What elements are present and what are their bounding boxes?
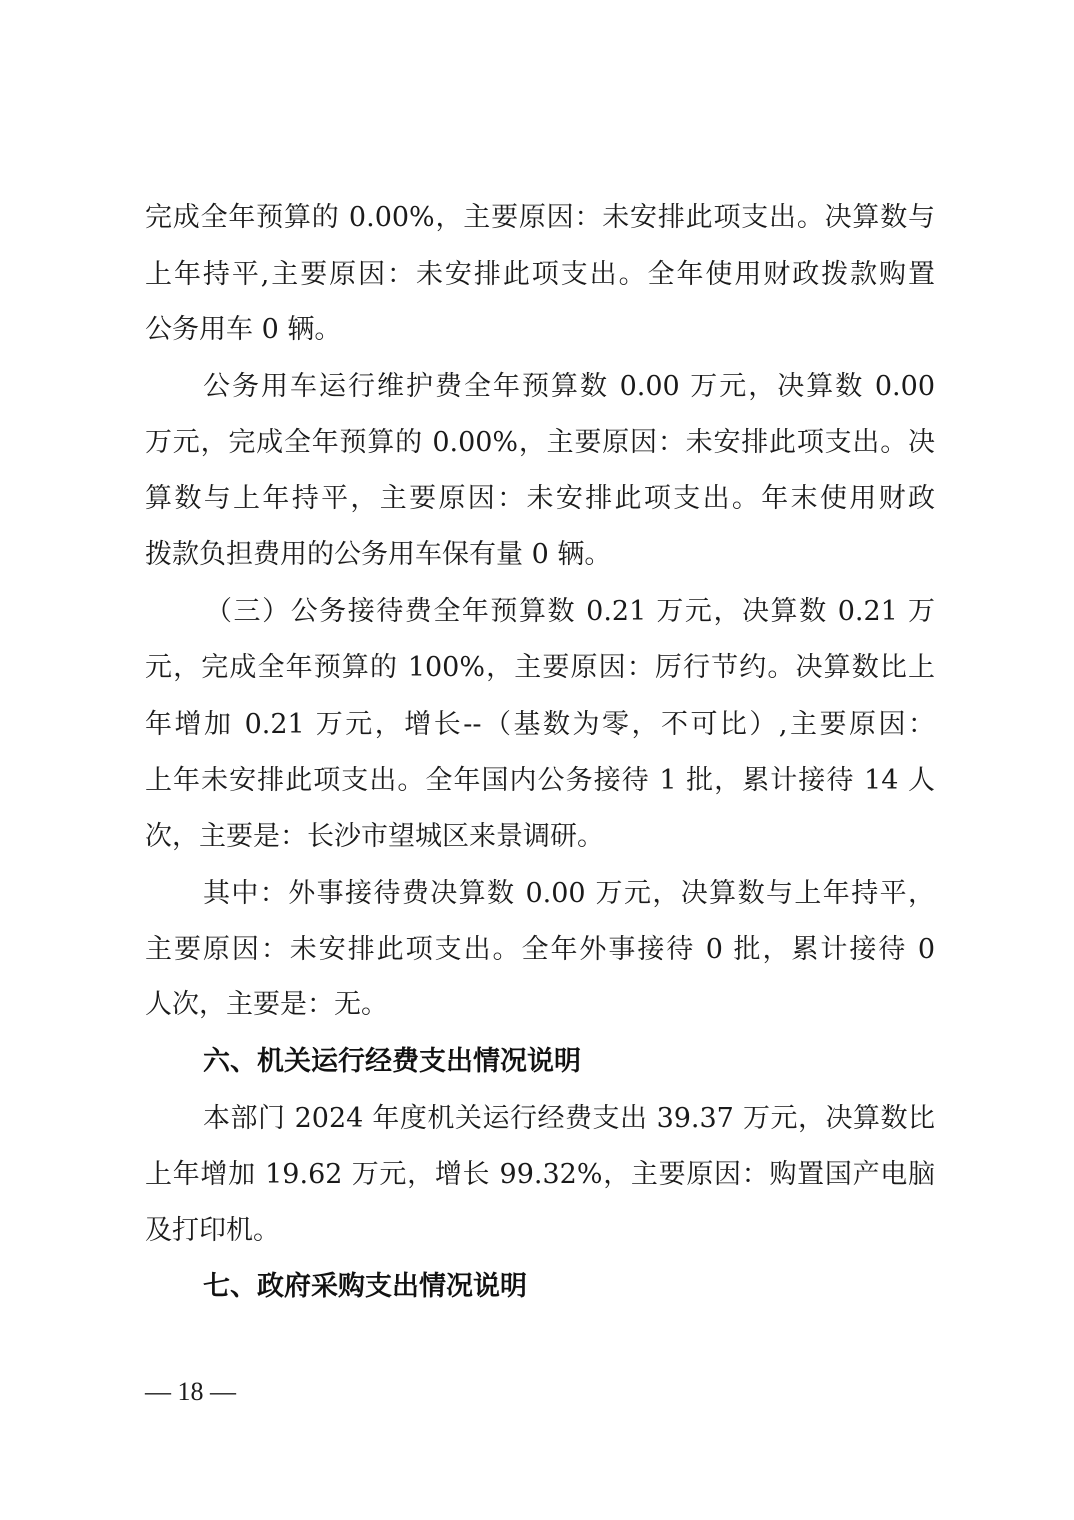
section-heading: 七、政府采购支出情况说明	[203, 1271, 527, 1302]
text-line: 万元，完成全年预算的 0.00%，主要原因：未安排此项支出。决	[145, 427, 935, 458]
text-line: 上年未安排此项支出。全年国内公务接待 1 批，累计接待 14 人	[145, 765, 935, 796]
text-line: 完成全年预算的 0.00%，主要原因：未安排此项支出。决算数与	[145, 202, 935, 233]
text-line: 主要原因：未安排此项支出。全年外事接待 0 批，累计接待 0	[145, 934, 935, 965]
text-line: 年增加 0.21 万元，增长--（基数为零，不可比）,主要原因：	[145, 709, 935, 740]
text-line: （三）公务接待费全年预算数 0.21 万元，决算数 0.21 万	[205, 596, 935, 627]
text-line: 次，主要是：长沙市望城区来景调研。	[145, 821, 604, 852]
text-line: 上年持平,主要原因：未安排此项支出。全年使用财政拨款购置	[145, 259, 935, 290]
text-line: 其中：外事接待费决算数 0.00 万元，决算数与上年持平，	[203, 878, 935, 909]
text-line: 本部门 2024 年度机关运行经费支出 39.37 万元，决算数比	[203, 1103, 935, 1134]
page-number: — 18 —	[145, 1377, 236, 1406]
text-line: 算数与上年持平，主要原因：未安排此项支出。年末使用财政	[145, 483, 935, 514]
text-line: 及打印机。	[145, 1215, 280, 1246]
text-line: 元，完成全年预算的 100%，主要原因：厉行节约。决算数比上	[145, 652, 935, 683]
text-line: 上年增加 19.62 万元，增长 99.32%，主要原因：购置国产电脑	[145, 1159, 935, 1190]
text-line: 公务用车 0 辆。	[145, 314, 342, 345]
text-line: 拨款负担费用的公务用车保有量 0 辆。	[145, 539, 612, 570]
text-line: 人次，主要是：无。	[145, 989, 388, 1020]
section-heading: 六、机关运行经费支出情况说明	[203, 1046, 581, 1077]
text-line: 公务用车运行维护费全年预算数 0.00 万元，决算数 0.00	[203, 371, 935, 402]
